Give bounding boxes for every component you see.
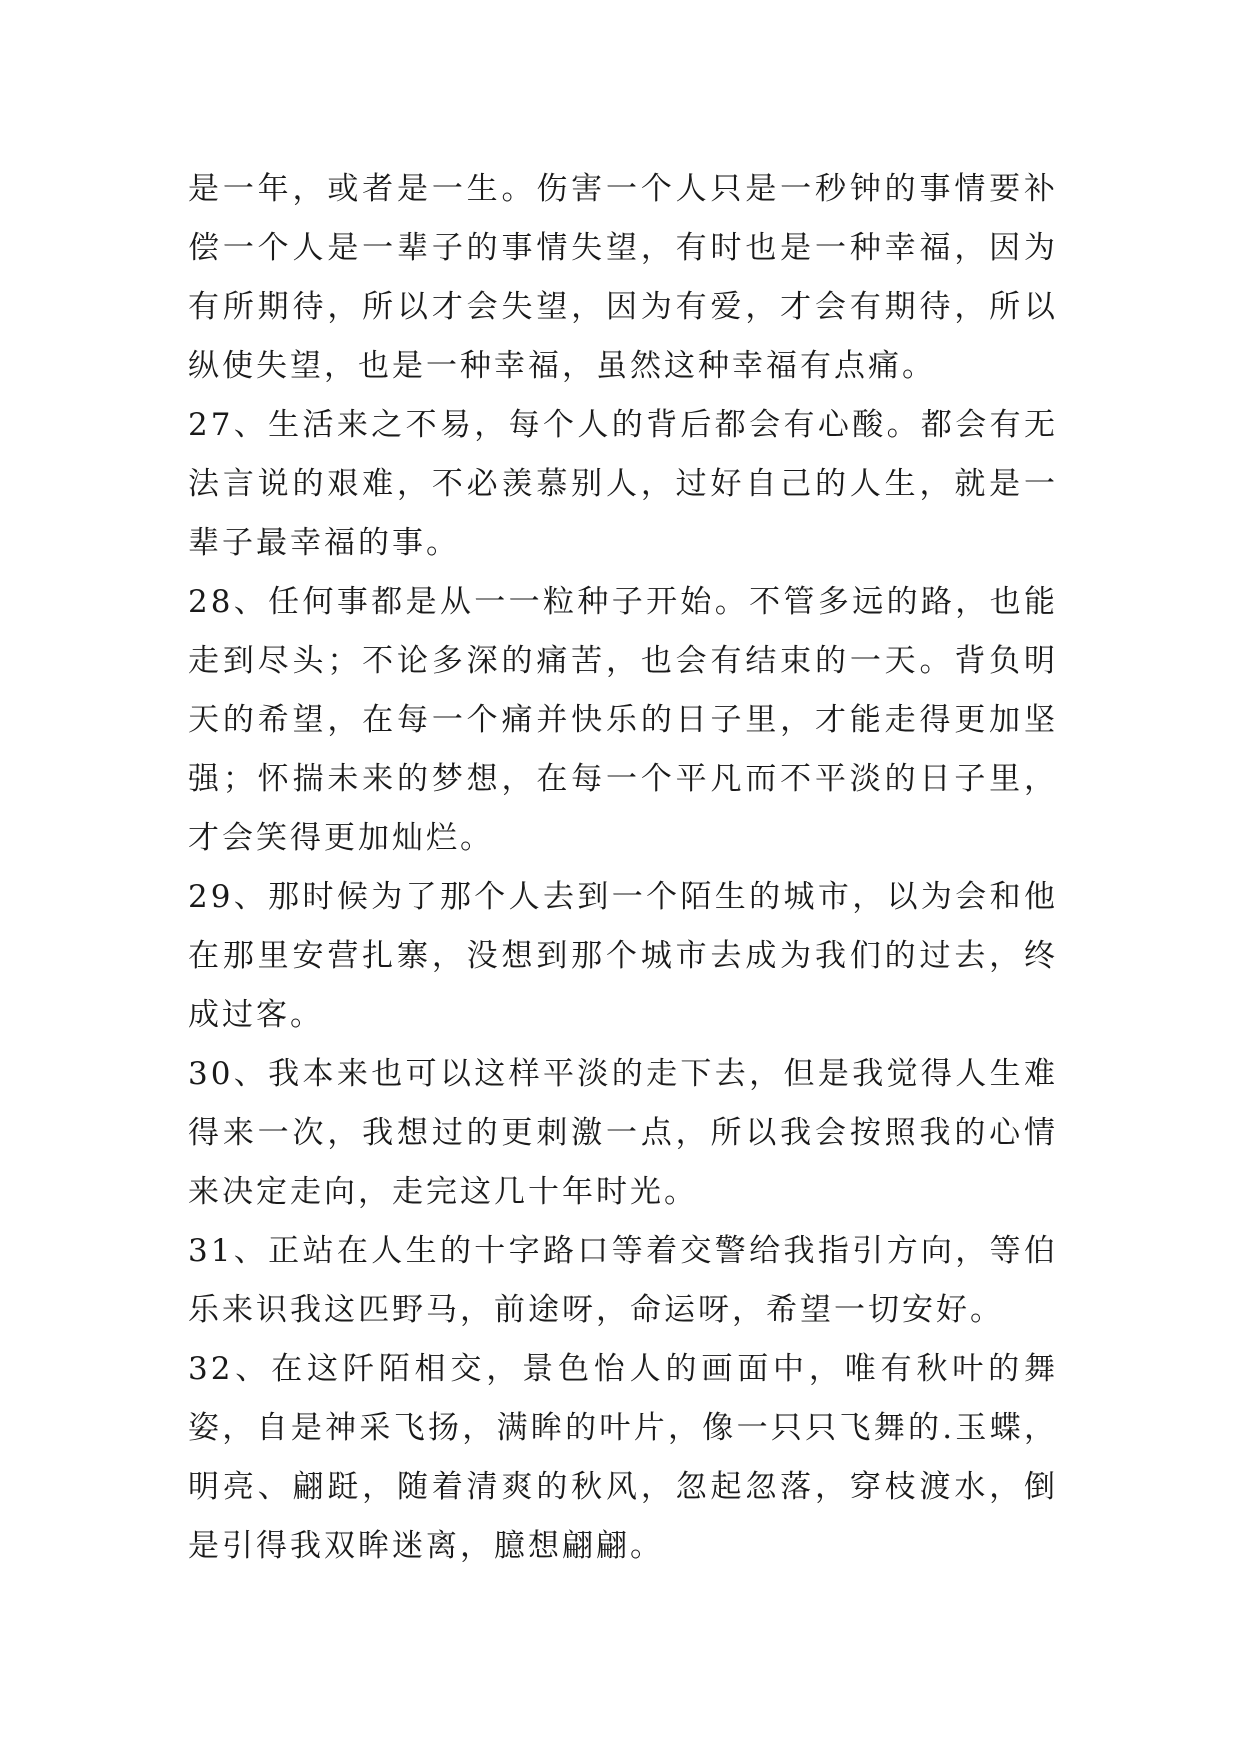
document-body: [188, 160, 1058, 1576]
paragraph-28: 28、任何事都是从一一粒种子开始。不管多远的路，也能走到尽头；不论多深的痛苦，也会有结束的一天。背负明天的希望，在每一个痛并快乐的日子里，才能走得更加坚强；怀揣未来的梦想，在每一个平凡而不平淡的日子里，才会笑得更加灿烂。: [188, 584, 1058, 856]
paragraph-32: 32、在这阡陌相交，景色怡人的画面中，唯有秋叶的舞姿，自是神采飞扬，满眸的叶片，像一只只飞舞的.玉蝶，明亮、翩跹，随着清爽的秋风，忽起忽落，穿枝渡水，倒是引得我双眸迷离，臆想翩翩。: [188, 1351, 1058, 1564]
paragraph-continuation: 是一年，或者是一生。伤害一个人只是一秒钟的事情要补偿一个人是一辈子的事情失望，有时也是一种幸福，因为有所期待，所以才会失望，因为有爱，才会有期待，所以纵使失望，也是一种幸福，虽然这种幸福有点痛。: [188, 171, 1058, 384]
paragraph-30: 30、我本来也可以这样平淡的走下去，但是我觉得人生难得来一次，我想过的更刺激一点，所以我会按照我的心情来决定走向，走完这几十年时光。: [188, 1056, 1058, 1210]
paragraph-27: 27、生活来之不易，每个人的背后都会有心酸。都会有无法言说的艰难，不必羡慕别人，过好自己的人生，就是一辈子最幸福的事。: [188, 407, 1058, 561]
paragraph-31: 31、正站在人生的十字路口等着交警给我指引方向，等伯乐来识我这匹野马，前途呀，命运呀，希望一切安好。: [188, 1233, 1058, 1328]
paragraph-29: 29、那时候为了那个人去到一个陌生的城市，以为会和他在那里安营扎寨，没想到那个城市去成为我们的过去，终成过客。: [188, 879, 1058, 1033]
